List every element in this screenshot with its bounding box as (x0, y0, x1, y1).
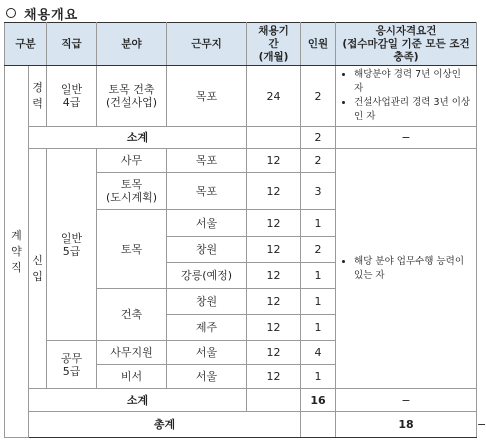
new-subtotal-count: 16 (301, 389, 336, 412)
row-field: 토목 (97, 210, 167, 289)
career-subtotal-dash: − (336, 127, 477, 149)
row-field: 사무 (97, 149, 167, 173)
row-count: 2 (301, 149, 336, 173)
row-period: 12 (247, 315, 301, 341)
row-period: 12 (247, 237, 301, 263)
new-requirements (336, 149, 477, 389)
total-label: 총계 (29, 412, 301, 438)
section-title (6, 4, 78, 22)
career-subtotal-empty (247, 127, 301, 149)
total-empty (301, 412, 336, 438)
career-label: 경 력 (32, 81, 43, 110)
header-req-line: 충족) (393, 50, 419, 63)
header-field: 분야 (97, 23, 167, 66)
row-count: 1 (301, 315, 336, 341)
circle-bullet-icon (6, 8, 16, 18)
header-count: 인원 (301, 23, 336, 66)
career-requirement-item: • 건설사업관리 경력 3년 이상인 자 (354, 96, 472, 124)
career-location: 목포 (167, 66, 247, 127)
row-count: 2 (301, 237, 336, 263)
total-count: 18 (336, 412, 477, 438)
new-label: 신 입 (32, 253, 43, 283)
recruitment-table (4, 22, 486, 438)
total-row: 총계 18 − (5, 412, 477, 438)
header-grade: 직급 (47, 23, 97, 66)
new-row (5, 149, 477, 173)
grade-general5: 일반 5급 (47, 149, 97, 341)
new-subtotal-dash: − (336, 389, 477, 412)
new-subtotal-label: 소계 (29, 389, 247, 412)
row-location: 서울 (167, 341, 247, 365)
row-count: 3 (301, 173, 336, 210)
career-row (5, 66, 477, 127)
header-period (247, 23, 301, 66)
career-period: 24 (247, 66, 301, 127)
new-subtotal-row (5, 389, 477, 412)
header-period-line: 채용기 (258, 24, 289, 37)
header-period-line: 간 (268, 37, 279, 50)
header-period-line: (개월) (258, 50, 289, 63)
row-period: 12 (247, 210, 301, 237)
row-count: 1 (301, 365, 336, 389)
row-period: 12 (247, 173, 301, 210)
header-req-line: (접수마감일 기준 모든 조건 (342, 37, 470, 50)
header-requirements (336, 23, 477, 66)
row-field: 건축 (97, 289, 167, 341)
row-field: 비서 (97, 365, 167, 389)
row-location: 목포 (167, 173, 247, 210)
row-count: 1 (301, 263, 336, 289)
row-location: 목포 (167, 149, 247, 173)
header-category: 구분 (5, 23, 47, 66)
career-field: 토목 건축 (건설사업) (97, 66, 167, 127)
career-requirements (336, 66, 477, 127)
row-field: 사무지원 (97, 341, 167, 365)
row-location: 창원 (167, 237, 247, 263)
section-title-text: 채용개요 (24, 7, 79, 23)
career-grade: 일반 4급 (47, 66, 97, 127)
career-subtotal-row (5, 127, 477, 149)
row-period: 12 (247, 149, 301, 173)
row-count: 1 (301, 210, 336, 237)
row-count: 4 (301, 341, 336, 365)
new-subtotal-empty (247, 389, 301, 412)
row-count: 1 (301, 289, 336, 315)
new-category-cell (29, 149, 47, 389)
row-location: 제주 (167, 315, 247, 341)
career-subtotal-count: 2 (301, 127, 336, 149)
row-location: 창원 (167, 289, 247, 315)
contract-label: 계 약 직 (11, 228, 22, 274)
row-location: 서울 (167, 365, 247, 389)
row-period: 12 (247, 289, 301, 315)
career-requirement-item: • 해당분야 경력 7년 이상인 자 (354, 68, 472, 96)
grade-public5: 공무 5급 (47, 341, 97, 389)
career-count: 2 (301, 66, 336, 127)
career-subtotal-label: 소계 (29, 127, 247, 149)
row-field: 토목 (도시계획) (97, 173, 167, 210)
career-category-cell (29, 66, 47, 127)
row-period: 12 (247, 365, 301, 389)
row-location: 강릉(예정) (167, 263, 247, 289)
header-req-line: 응시자격요건 (375, 24, 437, 37)
row-period: 12 (247, 263, 301, 289)
contract-category-cell (5, 66, 29, 438)
row-location: 서울 (167, 210, 247, 237)
new-requirement-item: • 해당 분야 업무수행 능력이 있는 자 (354, 255, 472, 283)
header-location: 근무지 (167, 23, 247, 66)
row-period: 12 (247, 341, 301, 365)
header-row (5, 23, 477, 66)
